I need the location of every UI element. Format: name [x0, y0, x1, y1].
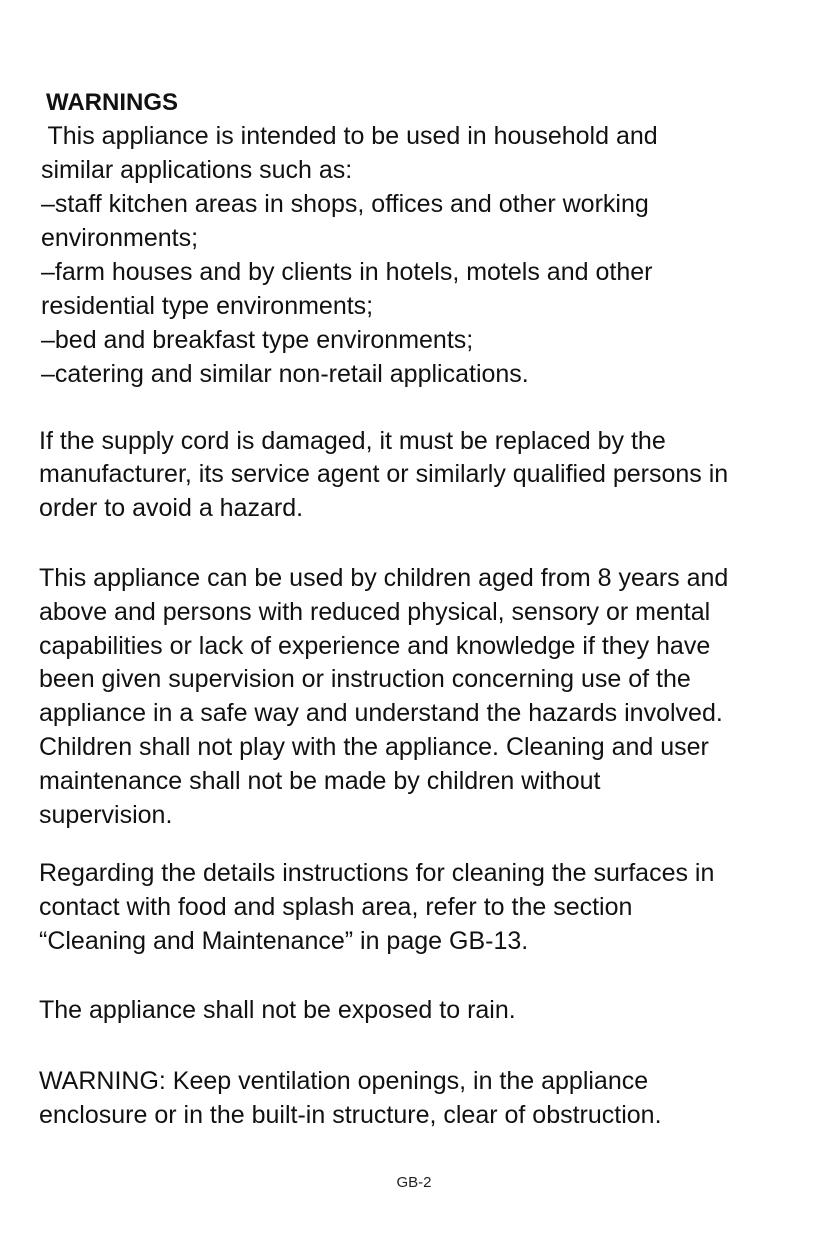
intro-line: –farm houses and by clients in hotels, motels and other [41, 258, 653, 286]
intro-line: environments; [41, 224, 199, 252]
children-line: above and persons with reduced physical, sensory or mental [39, 598, 711, 626]
intro-line: –staff kitchen areas in shops, offices and other working [41, 190, 649, 218]
ventilation-line: WARNING: Keep ventilation openings, in the appliance [39, 1067, 649, 1095]
cleaning-line: contact with food and splash area, refer to the section [39, 893, 633, 921]
cleaning-line: “Cleaning and Maintenance” in page GB-13. [39, 927, 529, 955]
children-line: capabilities or lack of experience and knowledge if they have [39, 632, 711, 660]
children-line: been given supervision or instruction concerning use of the [39, 665, 691, 693]
rain-line: The appliance shall not be exposed to rain. [39, 996, 516, 1024]
supply-cord-line: manufacturer, its service agent or similarly qualified persons in [39, 460, 729, 488]
children-line: appliance in a safe way and understand the hazards involved. [39, 699, 723, 727]
intro-line: –bed and breakfast type environments; [41, 326, 474, 354]
page-number: GB-2 [396, 1174, 432, 1191]
children-line: Children shall not play with the appliance. Cleaning and user [39, 733, 709, 761]
warnings-heading: WARNINGS [46, 89, 178, 116]
ventilation-line: enclosure or in the built-in structure, clear of obstruction. [39, 1101, 662, 1129]
intro-line: This appliance is intended to be used in household and [41, 122, 658, 150]
children-line: This appliance can be used by children aged from 8 years and [39, 564, 729, 592]
cleaning-line: Regarding the details instructions for cleaning the surfaces in [39, 859, 715, 887]
children-line: supervision. [39, 801, 173, 829]
intro-line: similar applications such as: [41, 156, 353, 184]
children-line: maintenance shall not be made by children without [39, 767, 601, 795]
supply-cord-line: If the supply cord is damaged, it must be replaced by the [39, 427, 666, 455]
intro-line: –catering and similar non-retail applications. [41, 360, 529, 388]
supply-cord-line: order to avoid a hazard. [39, 494, 304, 522]
intro-line: residential type environments; [41, 292, 374, 320]
